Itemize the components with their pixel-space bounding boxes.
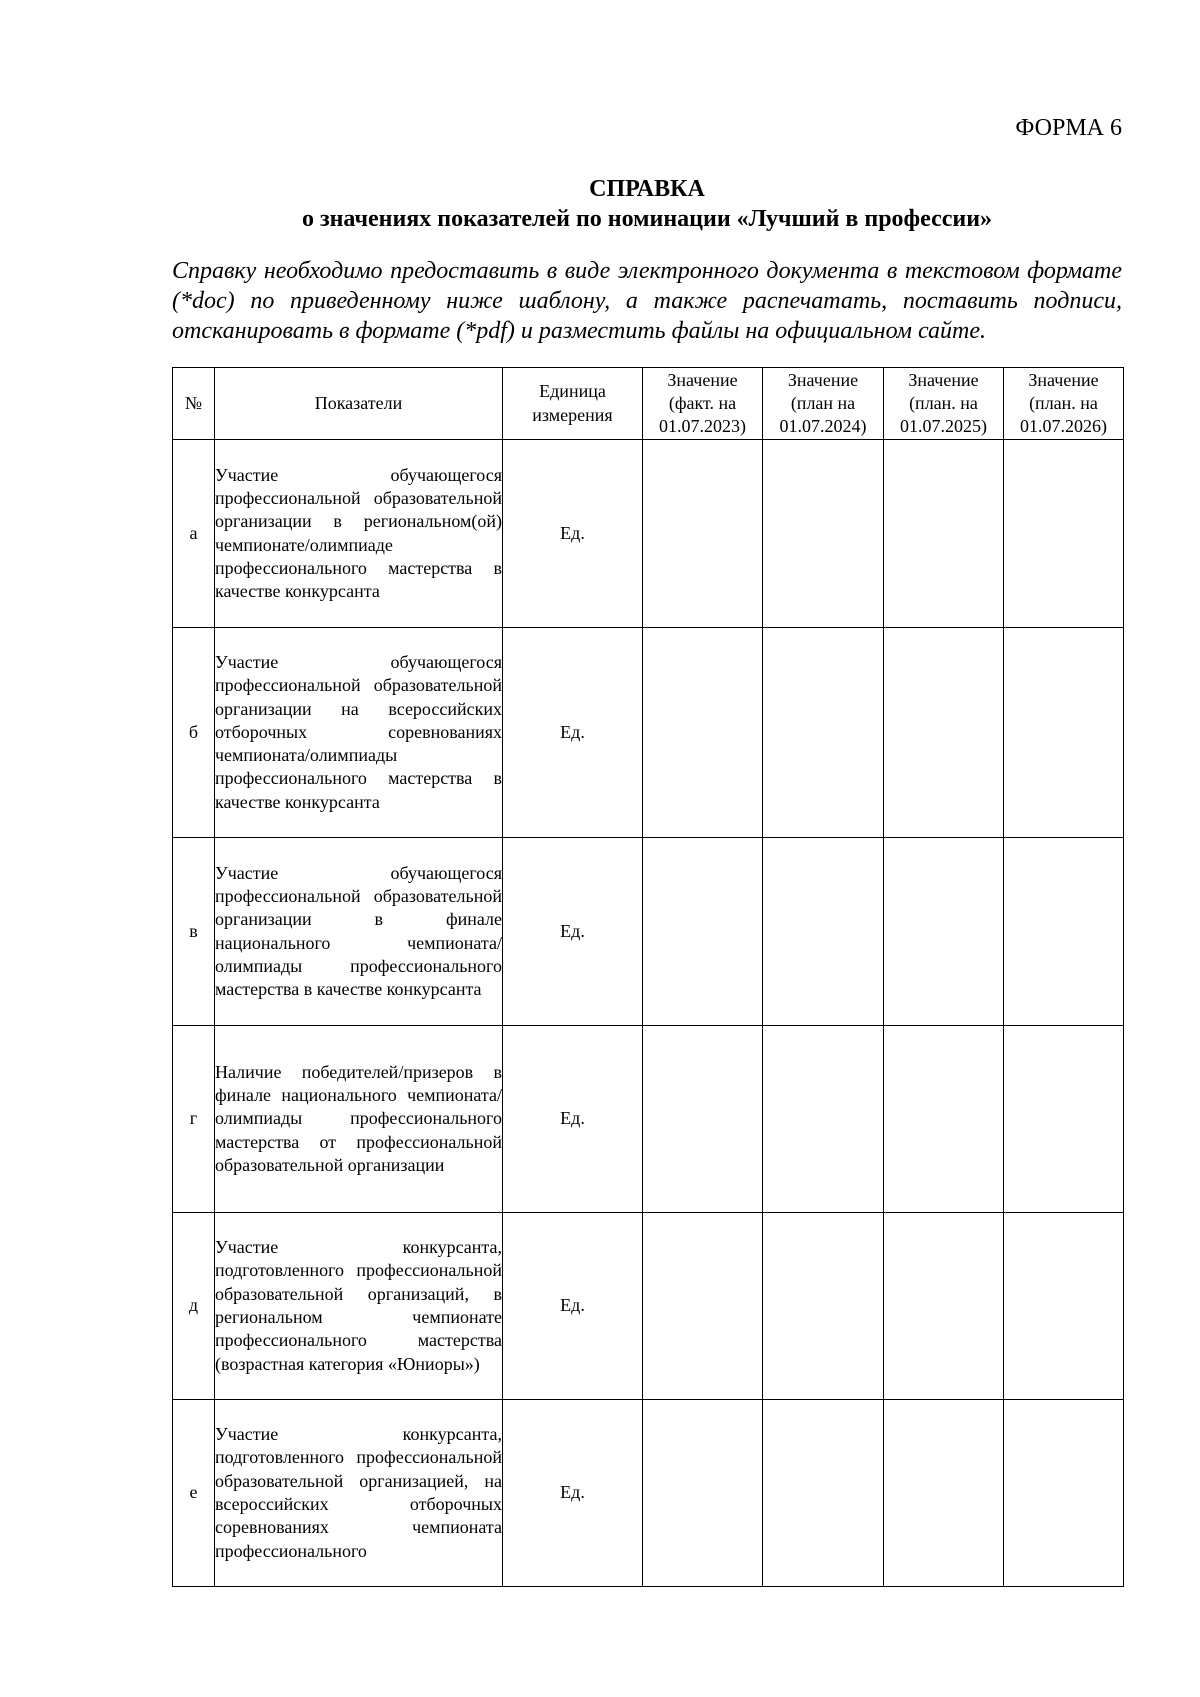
value-cell-2024[interactable]	[763, 1213, 884, 1400]
row-unit: Ед.	[503, 1213, 643, 1400]
row-unit: Ед.	[503, 1400, 643, 1587]
value-cell-2025[interactable]	[884, 1213, 1004, 1400]
row-indicator: Участие обучающегося профессиональной образовательной организации в региональном(ой) чемпионате/олимпиаде профессионального мастерства в качестве конкурсанта	[215, 440, 503, 628]
value-cell-2025[interactable]	[884, 1400, 1004, 1587]
value-cell-2025[interactable]	[884, 440, 1004, 628]
table-row	[173, 838, 1124, 1026]
value-cell-2023[interactable]	[643, 1213, 763, 1400]
row-unit: Ед.	[503, 628, 643, 838]
header-num: №	[173, 368, 215, 440]
row-indicator: Участие конкурсанта, подготовленного профессиональной образовательной организацией, на всероссийских отборочных соревнованиях чемпионата профессионального	[215, 1400, 503, 1587]
row-indicator: Наличие победителей/призеров в финале национального чемпионата/олимпиады профессионального мастерства от профессиональной образовательной организации	[215, 1026, 503, 1213]
value-cell-2024[interactable]	[763, 1400, 884, 1587]
value-cell-2023[interactable]	[643, 838, 763, 1026]
row-number: а	[173, 440, 215, 628]
value-cell-2023[interactable]	[643, 1400, 763, 1587]
value-cell-2026[interactable]	[1004, 1026, 1124, 1213]
row-indicator: Участие обучающегося профессиональной образовательной организации в финале национального чемпионата/олимпиады профессионального мастерства в качестве конкурсанта	[215, 838, 503, 1026]
table-header-row	[173, 368, 1124, 440]
value-cell-2025[interactable]	[884, 1026, 1004, 1213]
row-unit: Ед.	[503, 838, 643, 1026]
value-cell-2026[interactable]	[1004, 1400, 1124, 1587]
table-row	[173, 628, 1124, 838]
row-indicator: Участие конкурсанта, подготовленного профессиональной образовательной организаций, в региональном чемпионате профессионального мастерства (возрастная категория «Юниоры»)	[215, 1213, 503, 1400]
table-row	[173, 440, 1124, 628]
value-cell-2024[interactable]	[763, 1026, 884, 1213]
form-number-label: ФОРМА 6	[1015, 115, 1122, 141]
row-number: в	[173, 838, 215, 1026]
document-title	[172, 174, 1122, 234]
instruction-text: Справку необходимо предоставить в виде электронного документа в текстовом формате (*doc) по приведенному ниже шаблону, а также распечатать, поставить подписи, отсканировать в формате (*pdf) и разместить файлы на официальном сайте.	[172, 258, 1122, 344]
indicators-table	[172, 367, 1124, 1587]
header-indicator: Показатели	[215, 368, 503, 440]
header-value-2026: Значение (план. на 01.07.2026)	[1004, 368, 1124, 440]
row-number: е	[173, 1400, 215, 1587]
value-cell-2023[interactable]	[643, 628, 763, 838]
title-subtitle: о значениях показателей по номинации «Лучший в профессии»	[301, 206, 993, 232]
header-value-2025: Значение (план. на 01.07.2025)	[884, 368, 1004, 440]
value-cell-2026[interactable]	[1004, 628, 1124, 838]
header-value-2023: Значение (факт. на 01.07.2023)	[643, 368, 763, 440]
table-row	[173, 1213, 1124, 1400]
table-row	[173, 1400, 1124, 1587]
value-cell-2024[interactable]	[763, 628, 884, 838]
value-cell-2024[interactable]	[763, 838, 884, 1026]
value-cell-2024[interactable]	[763, 440, 884, 628]
row-number: д	[173, 1213, 215, 1400]
value-cell-2025[interactable]	[884, 838, 1004, 1026]
row-number: б	[173, 628, 215, 838]
row-unit: Ед.	[503, 1026, 643, 1213]
table-row	[173, 1026, 1124, 1213]
title-main: СПРАВКА	[589, 176, 705, 202]
row-indicator: Участие обучающегося профессиональной образовательной организации на всероссийских отборочных соревнованиях чемпионата/олимпиады профессионального мастерства в качестве конкурсанта	[215, 628, 503, 838]
row-number: г	[173, 1026, 215, 1213]
value-cell-2026[interactable]	[1004, 838, 1124, 1026]
header-unit: Единица измерения	[503, 368, 643, 440]
value-cell-2026[interactable]	[1004, 1213, 1124, 1400]
header-value-2024: Значение (план на 01.07.2024)	[763, 368, 884, 440]
value-cell-2026[interactable]	[1004, 440, 1124, 628]
value-cell-2023[interactable]	[643, 440, 763, 628]
value-cell-2023[interactable]	[643, 1026, 763, 1213]
value-cell-2025[interactable]	[884, 628, 1004, 838]
row-unit: Ед.	[503, 440, 643, 628]
